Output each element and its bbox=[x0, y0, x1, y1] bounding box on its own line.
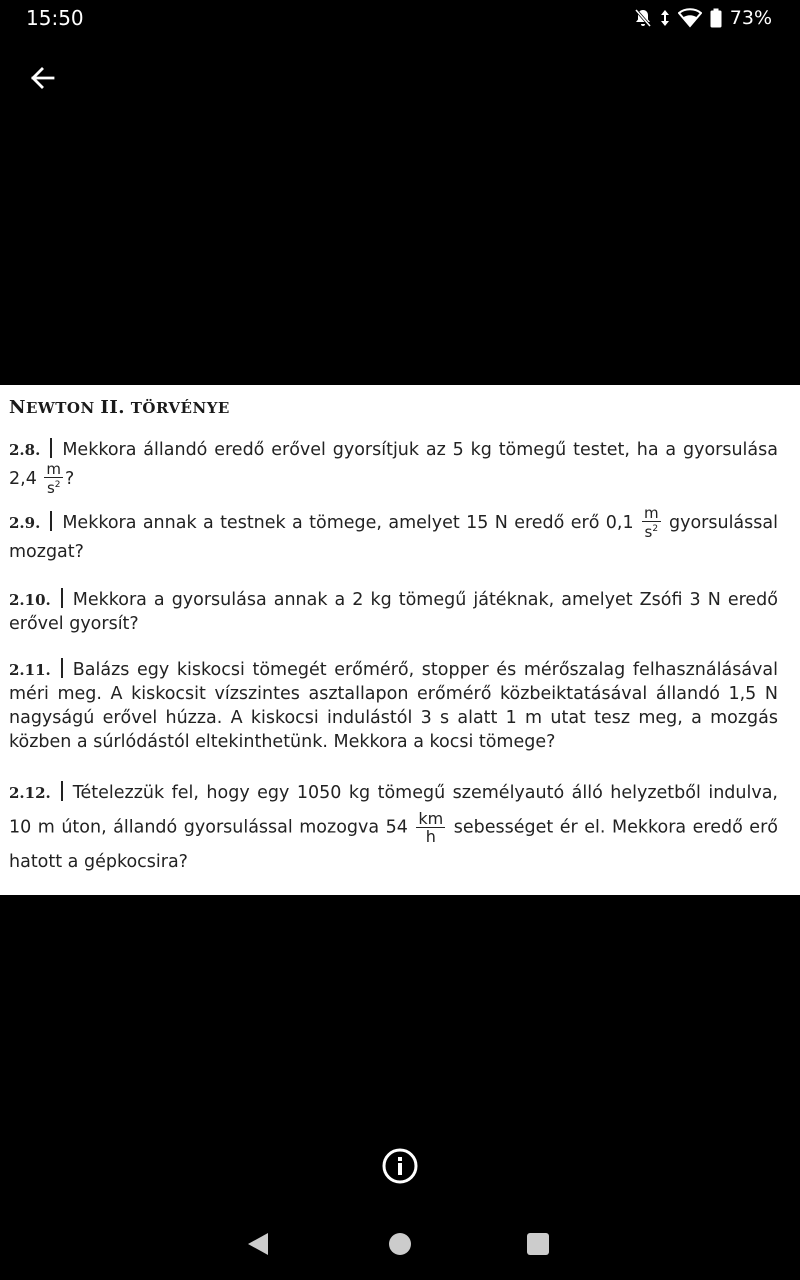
home-circle-icon bbox=[388, 1232, 412, 1256]
separator bbox=[50, 511, 52, 531]
nav-back-button[interactable] bbox=[246, 1231, 270, 1262]
status-icons bbox=[634, 7, 772, 29]
clock: 15:50 bbox=[26, 6, 84, 30]
problem-2-8: 2.8. Mekkora állandó eredő erővel gyorsítjuk az 5 kg tömegű testet, ha a gyorsulása 2,4 $\frac{m}{s^2}$ ? bbox=[9, 440, 778, 497]
separator bbox=[61, 781, 63, 801]
back-button[interactable] bbox=[24, 60, 60, 96]
status-bar bbox=[0, 0, 800, 36]
arrow-left-icon bbox=[29, 66, 55, 90]
separator bbox=[61, 658, 63, 678]
problem-2-12: 2.12. Tételezzük fel, hogy egy 1050 kg tömegű személyautó álló helyzetből indulva, 10 m úton, állandó gyorsulással mozogva 54 $\frac{km}{h}$ sebességet ér el. Mekkora eredő erő hatott a gépkocsira? bbox=[9, 783, 778, 872]
info-button[interactable] bbox=[381, 1147, 419, 1185]
problem-2-10: 2.10. Mekkora a gyorsulása annak a 2 kg tömegű játéknak, amelyet Zsófi 3 N eredő erővel gyorsít? bbox=[9, 590, 778, 634]
problem-number: 2.12. bbox=[9, 784, 51, 802]
problem-number: 2.9. bbox=[9, 514, 41, 532]
section-heading: NEWTON II. TÖRVÉNYE bbox=[9, 397, 230, 418]
document-page bbox=[0, 385, 800, 895]
problem-2-9: 2.9. Mekkora annak a testnek a tömege, amelyet 15 N eredő erő 0,1 $\frac{m}{s^2}$ gyorsulással mozgat? bbox=[9, 504, 778, 562]
battery-percent: 73% bbox=[729, 7, 772, 29]
separator bbox=[50, 438, 52, 458]
recents-square-icon bbox=[526, 1232, 550, 1256]
nav-home-button[interactable] bbox=[388, 1232, 412, 1261]
problem-number: 2.11. bbox=[9, 661, 51, 679]
navigation-bar bbox=[0, 1215, 800, 1275]
info-icon bbox=[381, 1147, 419, 1185]
problem-number: 2.8. bbox=[9, 441, 41, 459]
problem-number: 2.10. bbox=[9, 591, 51, 609]
fraction: $\frac{km}{h}$ bbox=[418, 809, 444, 846]
bell-off-icon bbox=[634, 8, 652, 28]
separator bbox=[61, 588, 63, 608]
nav-recents-button[interactable] bbox=[526, 1232, 550, 1261]
back-triangle-icon bbox=[246, 1231, 270, 1257]
fraction: $\frac{m}{s^2}$ bbox=[46, 460, 62, 497]
data-arrows-icon bbox=[660, 8, 670, 28]
fraction: $\frac{m}{s^2}$ bbox=[644, 504, 659, 541]
battery-icon bbox=[710, 8, 722, 28]
problem-2-11: 2.11. Balázs egy kiskocsi tömegét erőmérő, stopper és mérőszalag felhasználásával méri meg. A kiskocsit vízszintes asztallapon erőmérő közbeiktatásával állandó 1,5 N nagyságú erővel húzza. A kiskocsi indulástól 3 s alatt 1 m utat tesz meg, a mozgás közben a súrlódástól eltekinthetünk. Mekkora a kocsi tömege? bbox=[9, 660, 778, 752]
wifi-icon bbox=[678, 8, 702, 28]
